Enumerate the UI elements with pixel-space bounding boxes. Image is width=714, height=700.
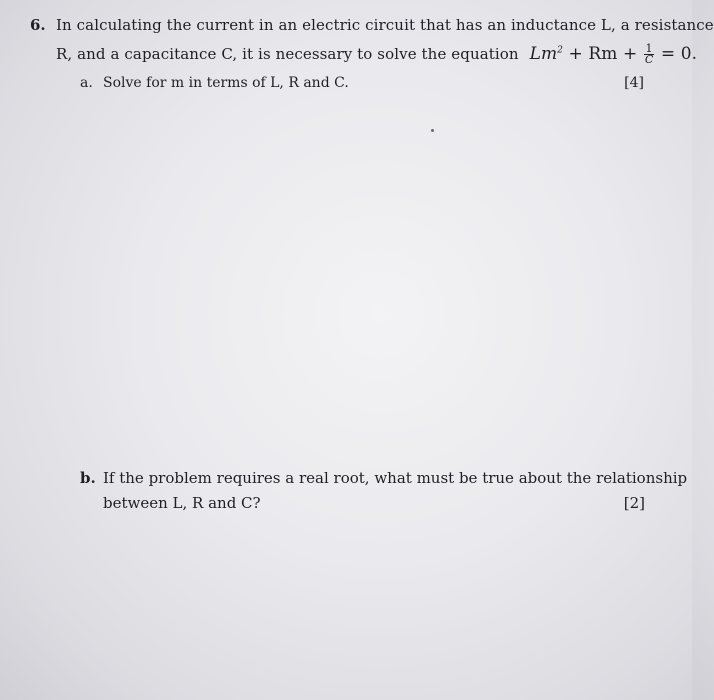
- equation-exponent: 2: [557, 45, 563, 56]
- part-b-marks: [2]: [623, 494, 645, 512]
- part-a-label: a.: [80, 75, 93, 91]
- fraction-numerator: 1: [645, 42, 653, 55]
- equation-equals-zero: = 0.: [655, 44, 698, 64]
- question-stem-line-2-text: R, and a capacitance C, it is necessary to solve the equation: [56, 45, 519, 63]
- equation-fraction: [644, 44, 655, 65]
- fraction-denominator: C: [644, 53, 654, 66]
- equation-term-lm: Lm: [529, 44, 558, 64]
- question-number: 6.: [30, 16, 46, 34]
- quadratic-equation: [530, 44, 698, 65]
- paper-speck: [431, 129, 434, 132]
- part-a-text: Solve for m in terms of L, R and C.: [103, 75, 349, 91]
- part-b-line-1: If the problem requires a real root, what must be true about the relationship: [103, 469, 688, 487]
- part-a-marks: [4]: [624, 75, 644, 91]
- question-stem-line-2: [56, 44, 697, 65]
- question-stem-line-1: In calculating the current in an electric circuit that has an inductance L, a resistance: [56, 16, 714, 34]
- equation-plus-rm: + Rm +: [563, 44, 643, 64]
- part-b-line-2: between L, R and C?: [103, 494, 261, 512]
- part-b-label: b.: [80, 469, 96, 487]
